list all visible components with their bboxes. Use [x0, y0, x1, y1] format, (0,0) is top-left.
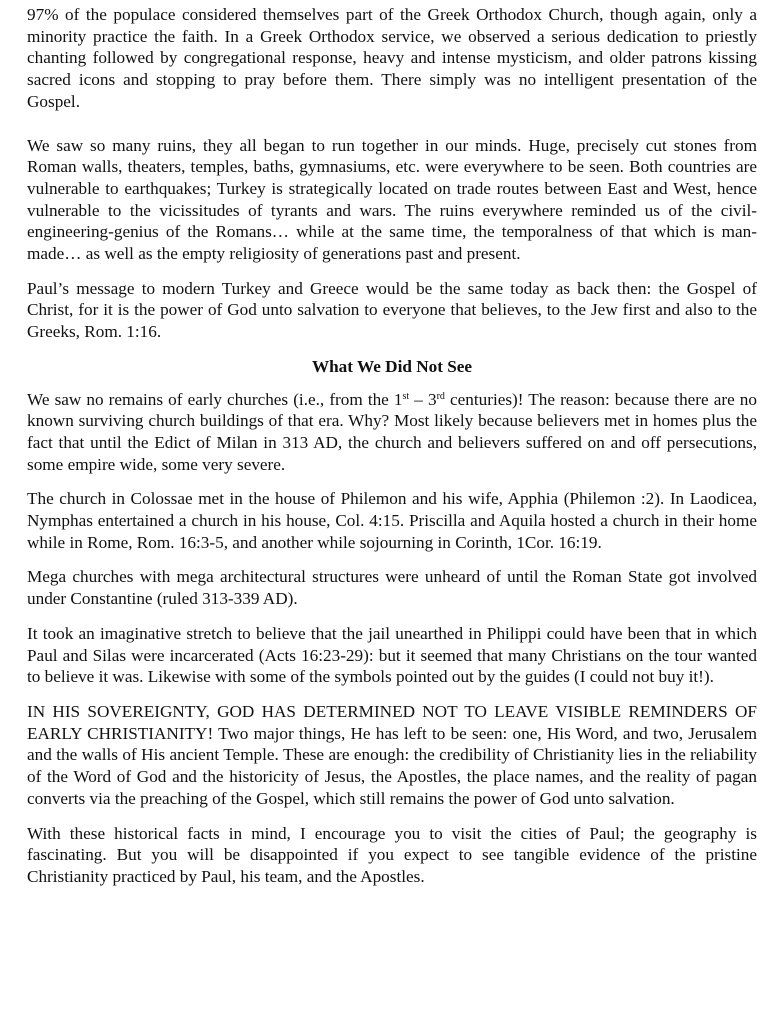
superscript-st: st — [402, 390, 410, 402]
paragraph-pauls-message: Paul’s message to modern Turkey and Greece would be the same today as back then: the Gospel of Christ, for it is the power of God unto salvation to everyone that believes, to the Jew first and also to the Greeks, Rom. 1:16. — [27, 278, 757, 342]
superscript-rd: rd — [436, 390, 445, 402]
paragraph-ruins: We saw so many ruins, they all began to run together in our minds. Huge, precisely cut stones from Roman walls, theaters, temples, baths, gymnasiums, etc. were everywhere to be seen. Both countries are vulnerable to earthquakes; Turkey is strategically located on trade routes between East and West, hence vulnerable to the vicissitudes of tyrants and wars. The ruins everywhere reminded us of the civil-engineering-genius of the Romans… while at the same time, the temporalness of that which is man-made… as well as the empty religiosity of generations past and present. — [27, 135, 757, 264]
document-page — [27, 4, 757, 901]
paragraph-orthodox-church: 97% of the populace considered themselves part of the Greek Orthodox Church, though again, only a minority practice the faith. In a Greek Orthodox service, we observed a serious dedication to priestly chanting followed by congregational response, heavy and intense mysticism, and older patrons kissing sacred icons and stopping to pray before them. There simply was no intelligent presentation of the Gospel. — [27, 5, 757, 111]
early-churches-text-2: – 3 — [409, 389, 437, 409]
paragraph-sovereignty: IN HIS SOVEREIGNTY, GOD HAS DETERMINED NOT TO LEAVE VISIBLE REMINDERS OF EARLY CHRISTIANITY! Two major things, He has left to be seen: one, His Word, and two, Jerusalem and the walls of His ancient Temple. These are enough: the credibility of Christianity lies in the reliability of the Word of God and the historicity of Jesus, the Apostles, the place names, and the reality of pagan converts via the preaching of the Gospel, which still remains the power of God unto salvation. — [27, 701, 757, 808]
paragraph-early-churches — [27, 389, 757, 476]
paragraph-mega-churches: Mega churches with mega architectural structures were unheard of until the Roman State got involved under Constantine (ruled 313-339 AD). — [27, 567, 757, 609]
paragraph-house-churches: The church in Colossae met in the house of Philemon and his wife, Apphia (Philemon :2). In Laodicea, Nymphas entertained a church in his house, Col. 4:15. Priscilla and Aquila hosted a church in their home while in Rome, Rom. 16:3-5, and another while sojourning in Corinth, 1Cor. 16:19. — [27, 489, 757, 552]
paragraph-philippi-jail: It took an imaginative stretch to believe that the jail unearthed in Philippi could have been that in which Paul and Silas were incarcerated (Acts 16:23-29): but it seemed that many Christians on the tour wanted to believe it was. Likewise with some of the symbols pointed out by the guides (I could not buy it!). — [27, 623, 757, 687]
paragraph-conclusion: With these historical facts in mind, I encourage you to visit the cities of Paul; the geography is fascinating. But you will be disappointed if you expect to see tangible evidence of the pristine Christianity practiced by Paul, his team, and the Apostles. — [27, 823, 757, 886]
section-heading: What We Did Not See — [311, 356, 473, 376]
early-churches-text-1: We saw no remains of early churches (i.e., from the 1 — [27, 389, 403, 409]
early-churches-text-3: centuries)! The reason: because there are no known surviving church buildings of that era. Why? Most likely because believers met in homes plus the fact that until the Edict of Milan in 313 AD, the church and believers suffered on and off persecutions, some empire wide, some very severe. — [27, 389, 757, 474]
